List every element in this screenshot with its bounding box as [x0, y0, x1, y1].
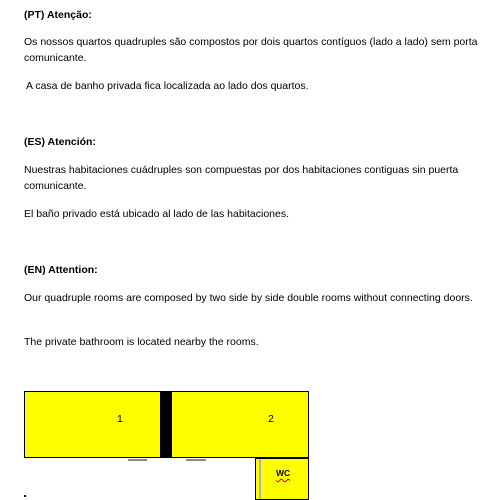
wc-label: WC: [276, 468, 291, 478]
room-2: [171, 391, 309, 458]
dividing-wall: [160, 391, 171, 458]
paragraph-pt-bathroom: A casa de banho privada fica localizada ao lado dos quartos.: [26, 80, 309, 92]
wc-room: [255, 458, 309, 500]
heading-en: (EN) Attention:: [24, 264, 98, 276]
heading-pt: (PT) Atenção:: [24, 9, 92, 21]
paragraph-en-rooms: Our quadruple rooms are composed by two side by side double rooms without connecting doors.: [24, 292, 473, 304]
paragraph-es-rooms: Nuestras habitaciones cuádruples son compuestas por dos habitaciones contiguas sin puerta comunicante.: [24, 164, 459, 192]
paragraph-es-bathroom: El baño privado está ubicado al lado de las habitaciones.: [24, 208, 290, 220]
wc-door-mark: [259, 459, 261, 499]
heading-es: (ES) Atención:: [24, 136, 96, 148]
floor-plan: [24, 391, 309, 500]
stray-mark: [24, 495, 26, 497]
paragraph-en-bathroom: The private bathroom is located nearby the rooms.: [24, 336, 259, 348]
room-2-door-mark: [186, 459, 206, 461]
room-2-label: 2: [268, 413, 274, 425]
room-1-label: 1: [117, 413, 123, 425]
paragraph-pt-rooms: Os nossos quartos quadruples são compostos por dois quartos contíguos (lado a lado) sem porta comunicante.: [24, 36, 478, 64]
room-1-door-mark: [128, 459, 147, 461]
room-1: [24, 391, 161, 458]
